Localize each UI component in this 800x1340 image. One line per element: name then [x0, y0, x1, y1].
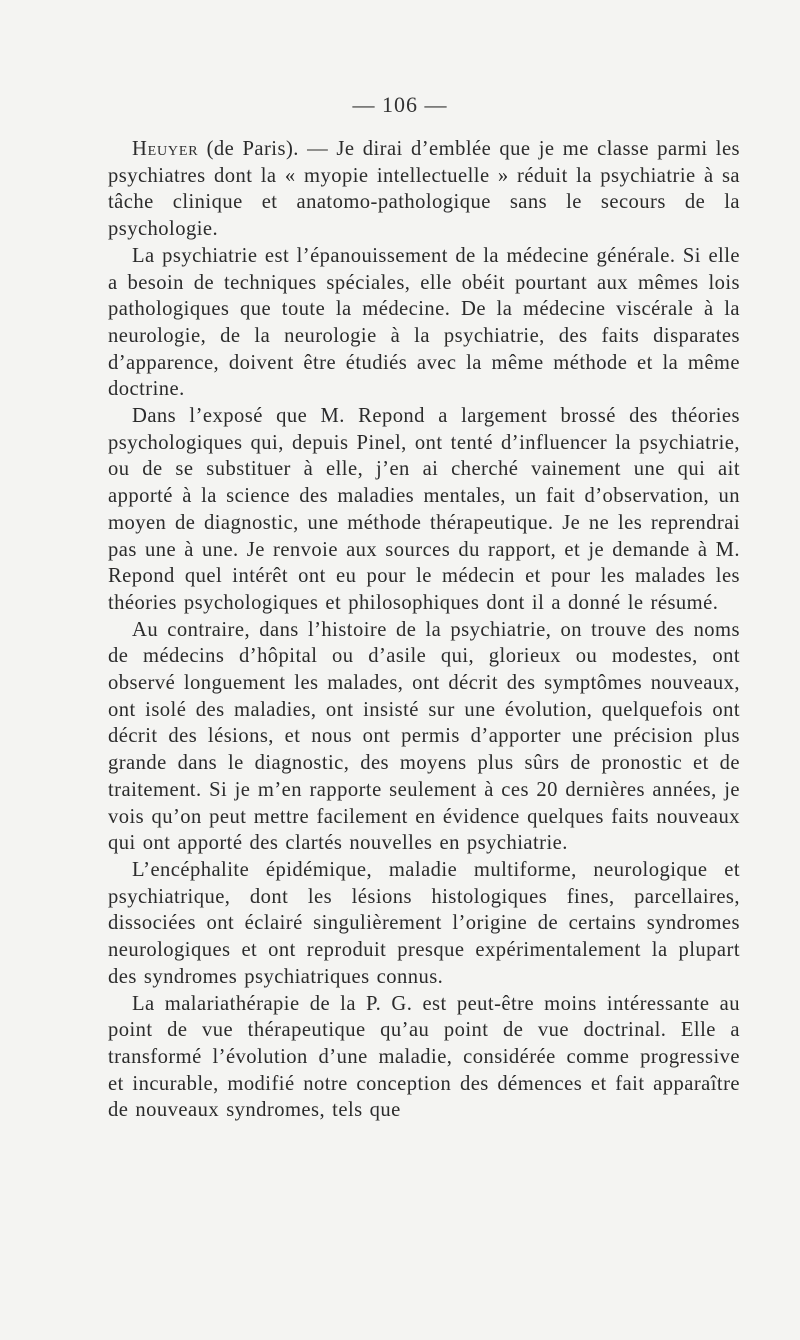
- page-number: — 106 —: [352, 92, 448, 117]
- paragraph-3: Dans l’exposé que M. Repond a largement brossé des théories psychologiques qui, depuis Pinel, ont tenté d’influencer la psychiatrie, ou de se substituer à elle, j’en ai cherché vainement une qui ait apporté à la science des maladies mentales, un fait d’observation, un moyen de diagnostic, une méthode thérapeutique. Je ne les reprendrai pas une à une. Je renvoie aux sources du rapport, et je demande à M. Repond quel intérêt ont eu pour le médecin et pour les malades les théories psychologiques et philosophiques dont il a donné le résumé.: [108, 405, 740, 614]
- paragraph-5: L’encéphalite épidémique, maladie multiforme, neurologique et psychiatrique, dont les lésions histologiques fines, parcellaires, dissociées ont éclairé singulièrement l’origine de certains syndromes neurologiques et ont reproduit presque expérimentalement la plupart des syndromes psychiatriques connus.: [108, 858, 740, 988]
- paragraph-2: La psychiatrie est l’épanouissement de la médecine générale. Si elle a besoin de techniques spéciales, elle obéit pourtant aux mêmes lois pathologiques que toute la médecine. De la médecine viscérale à la neurologie, de la neurologie à la psychiatrie, des faits disparates d’apparence, doivent être étudiés avec la même méthode et la même doctrine.: [108, 244, 740, 401]
- paragraph-6: La malariathérapie de la P. G. est peut-être moins intéressante au point de vue thérapeutique qu’au point de vue doctrinal. Elle a transformé l’évolution d’une maladie, considérée comme progressive et incurable, modifié notre conception des démences et fait apparaître de nouveaux syndromes, tels que: [108, 992, 740, 1122]
- paragraph-1: [108, 136, 740, 243]
- paragraph-4: Au contraire, dans l’histoire de la psychiatrie, on trouve des noms de médecins d’hôpital ou d’asile qui, glorieux ou modestes, ont observé longuement les malades, ont décrit des symptômes nouveaux, ont isolé des maladies, ont insisté sur une évolution, quelquefois ont décrit des lésions, et nous ont permis d’apporter une précision plus grande dans le diagnostic, des moyens plus sûrs de pronostic et de traitement. Si je m’en rapporte seulement à ces 20 dernières années, je vois qu’on peut mettre facilement en évidence quelques faits nouveaux qui ont apporté des clartés nouvelles en psychiatrie.: [108, 618, 740, 855]
- speaker-name: Heuyer: [132, 138, 199, 160]
- paragraph-text: (de Paris). — Je dirai d’emblée que je me classe parmi les psychiatres dont la « myopie intellectuelle » réduit la psychiatrie à sa tâche clinique et anatomo-pathologique sans le secours de la psychologie.: [108, 138, 740, 241]
- body-text: [108, 136, 740, 1124]
